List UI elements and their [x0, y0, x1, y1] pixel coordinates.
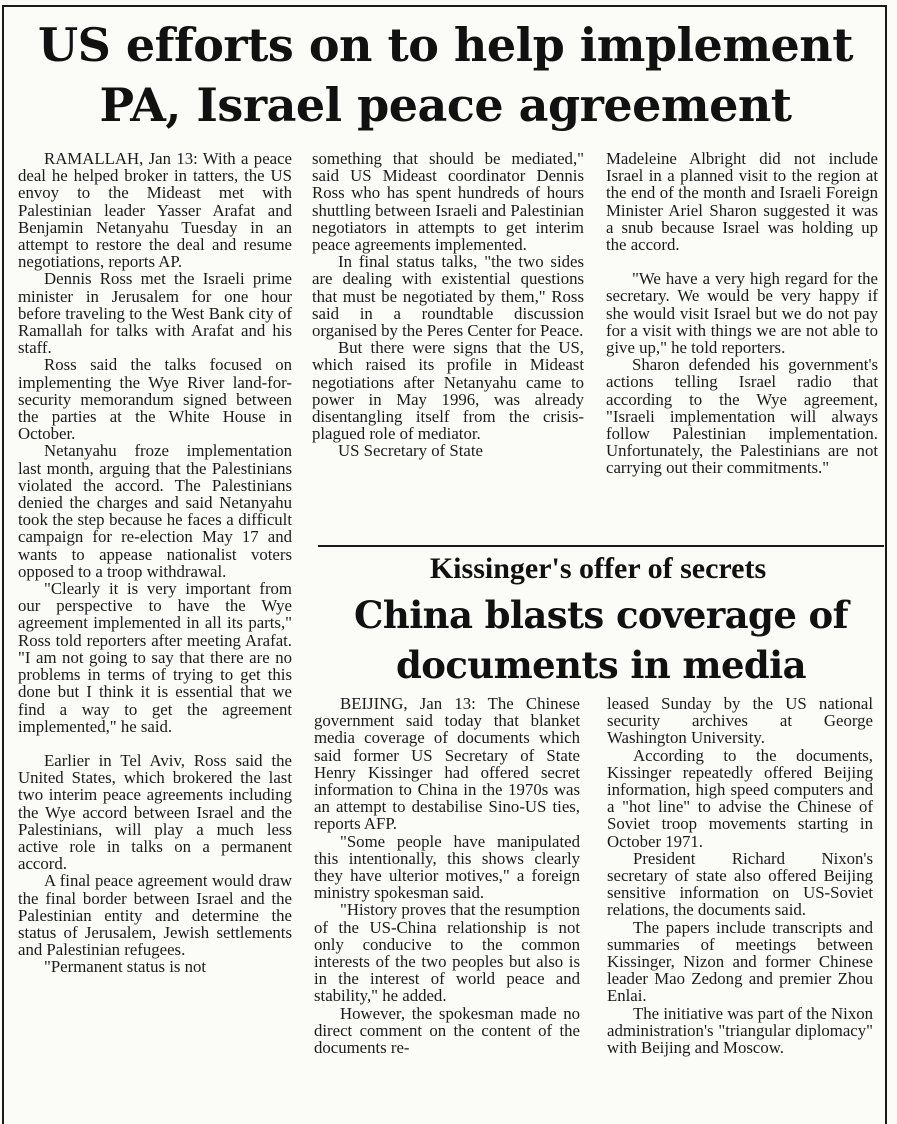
- story1-col3-paragraph: Madeleine Albright did not include Israel in a planned visit to the region at the end of the month and Israeli Foreign Minister Ariel Sharon suggested it was a snub because Israel was holding up the accord.: [606, 149, 878, 255]
- story2-headline-line2: documents in media: [395, 643, 806, 687]
- frame-right-rule: [885, 5, 887, 1124]
- story1-column-1: [18, 150, 292, 976]
- story1-col2-paragraph: In final status talks, "the two sides are dealing with existential questions that must be negotiated by them," Ross said in a roundtable discussion organised by the Peres Center for Peace.: [312, 252, 584, 341]
- story-divider-rule: [318, 545, 884, 547]
- story1-column-2: [312, 150, 584, 460]
- story1-headline-line1: US efforts on to help implement: [38, 18, 853, 72]
- story1-col1-paragraph: "Clearly it is very important from our perspective to have the Wye agreement implemented in all its parts," Ross told reporters after meeting Arafat. "I am not going to say that there are no problems in terms of trying to get this done but I think it is essential that we find a way to get the agreement implemented," he said.: [18, 579, 292, 736]
- story1-col2-paragraph: something that should be mediated," said US Mideast coordinator Dennis Ross who has spent hundreds of hours shuttling between Israeli and Palestinian negotiators in attempts to get interim peace agreements implemented.: [312, 149, 584, 255]
- story2-col1-paragraph: "Some people have manipulated this intentionally, this shows clearly they have ulterior motives," a foreign ministry spokesman said.: [314, 831, 580, 903]
- story1-col1-paragraph: Dennis Ross met the Israeli prime minister in Jerusalem for one hour before traveling to the West Bank city of Ramallah for talks with Arafat and his staff.: [18, 269, 292, 358]
- story2-column-1: [314, 695, 580, 1056]
- story1-col3-paragraph: Sharon defended his government's actions telling Israel radio that according to the Wye agreement, "Israeli implementation will always follow Palestinian implementation. Unfortunately, the Palestinians are not carrying out their commitments.": [606, 355, 878, 478]
- story2-col2-paragraph: The initiative was part of the Nixon administration's "triangular diplomacy" with Beijing and Moscow.: [607, 1003, 873, 1058]
- story2-column-2: [607, 695, 873, 1056]
- story1-col1-paragraph: Ross said the talks focused on implementing the Wye River land-for-security memorandum signed between the parties at the White House in October.: [18, 355, 292, 444]
- story2-col1-paragraph: BEIJING, Jan 13: The Chinese government said today that blanket media coverage of documents which said former US Secretary of State Henry Kissinger had offered secret information to China in the 1970s was an attempt to destabilise Sino-US ties, reports AFP.: [314, 694, 580, 834]
- story1-col2-paragraph: But there were signs that the US, which raised its profile in Mideast negotiations after Netanyahu came to power in May 1996, was already disentangling itself from the crisis-plagued role of mediator.: [312, 338, 584, 444]
- story1-col1-paragraph: Earlier in Tel Aviv, Ross said the United States, which brokered the last two interim peace agreements including the Wye accord between Israel and the Palestinians, will play a much less active role in talks on a permanent accord.: [18, 750, 292, 874]
- story2-col1-paragraph: "History proves that the resumption of the US-China relationship is not only conducive to the common interests of the two peoples but also is in the interest of world peace and stability," he added.: [314, 900, 580, 1006]
- frame-left-rule: [2, 5, 4, 1124]
- story1-column-3: [606, 150, 878, 477]
- story2-col2-paragraph: President Richard Nixon's secretary of state also offered Beijing sensitive information on US-Soviet relations, the documents said.: [607, 848, 873, 920]
- frame-top-rule: [2, 5, 887, 7]
- story1-col1-paragraph: RAMALLAH, Jan 13: With a peace deal he helped broker in tatters, the US envoy to the Mideast met with Palestinian leader Yasser Arafat and Benjamin Netanyahu Tuesday in an attempt to restore the deal and resume negotiations, reports AP.: [18, 149, 292, 272]
- story1-col3-paragraph: "We have a very high regard for the secretary. We would be very happy if she would visit Israel but we do not pay for a visit with things we are not able to give up," he told reporters.: [606, 269, 878, 358]
- story2-kicker: Kissinger's offer of secrets: [429, 552, 767, 585]
- story2-col2-paragraph: leased Sunday by the US national security archives at George Washington University.: [607, 694, 873, 748]
- story2-col2-paragraph: The papers include transcripts and summaries of meetings between Kissinger, Nizon and former Chinese leader Mao Zedong and premier Zhou Enlai.: [607, 917, 873, 1006]
- story2-col1-paragraph: However, the spokesman made no direct comment on the content of the documents re-: [314, 1003, 580, 1058]
- story1-col1-paragraph: "Permanent status is not: [44, 957, 207, 977]
- story1-col1-paragraph: A final peace agreement would draw the final border between Israel and the Palestinian entity and determine the status of Jerusalem, Jewish settlements and Palestinian refugees.: [18, 871, 292, 960]
- story1-col1-paragraph: Netanyahu froze implementation last month, arguing that the Palestinians violated the accord. The Palestinians denied the charges and said Netanyahu took the step because he faces a difficult campaign for re-election May 17 and wants to appease nationalist voters opposed to a troop withdrawal.: [18, 441, 292, 581]
- story2-col2-paragraph: According to the documents, Kissinger repeatedly offered Beijing information, high speed computers and a "hot line" to advise the Chinese of Soviet troop movements starting in October 1971.: [607, 745, 873, 851]
- story2-headline-line1: China blasts coverage of: [354, 593, 848, 637]
- story1-col2-paragraph: US Secretary of State: [338, 441, 483, 461]
- story1-headline-line2: PA, Israel peace agreement: [99, 78, 792, 132]
